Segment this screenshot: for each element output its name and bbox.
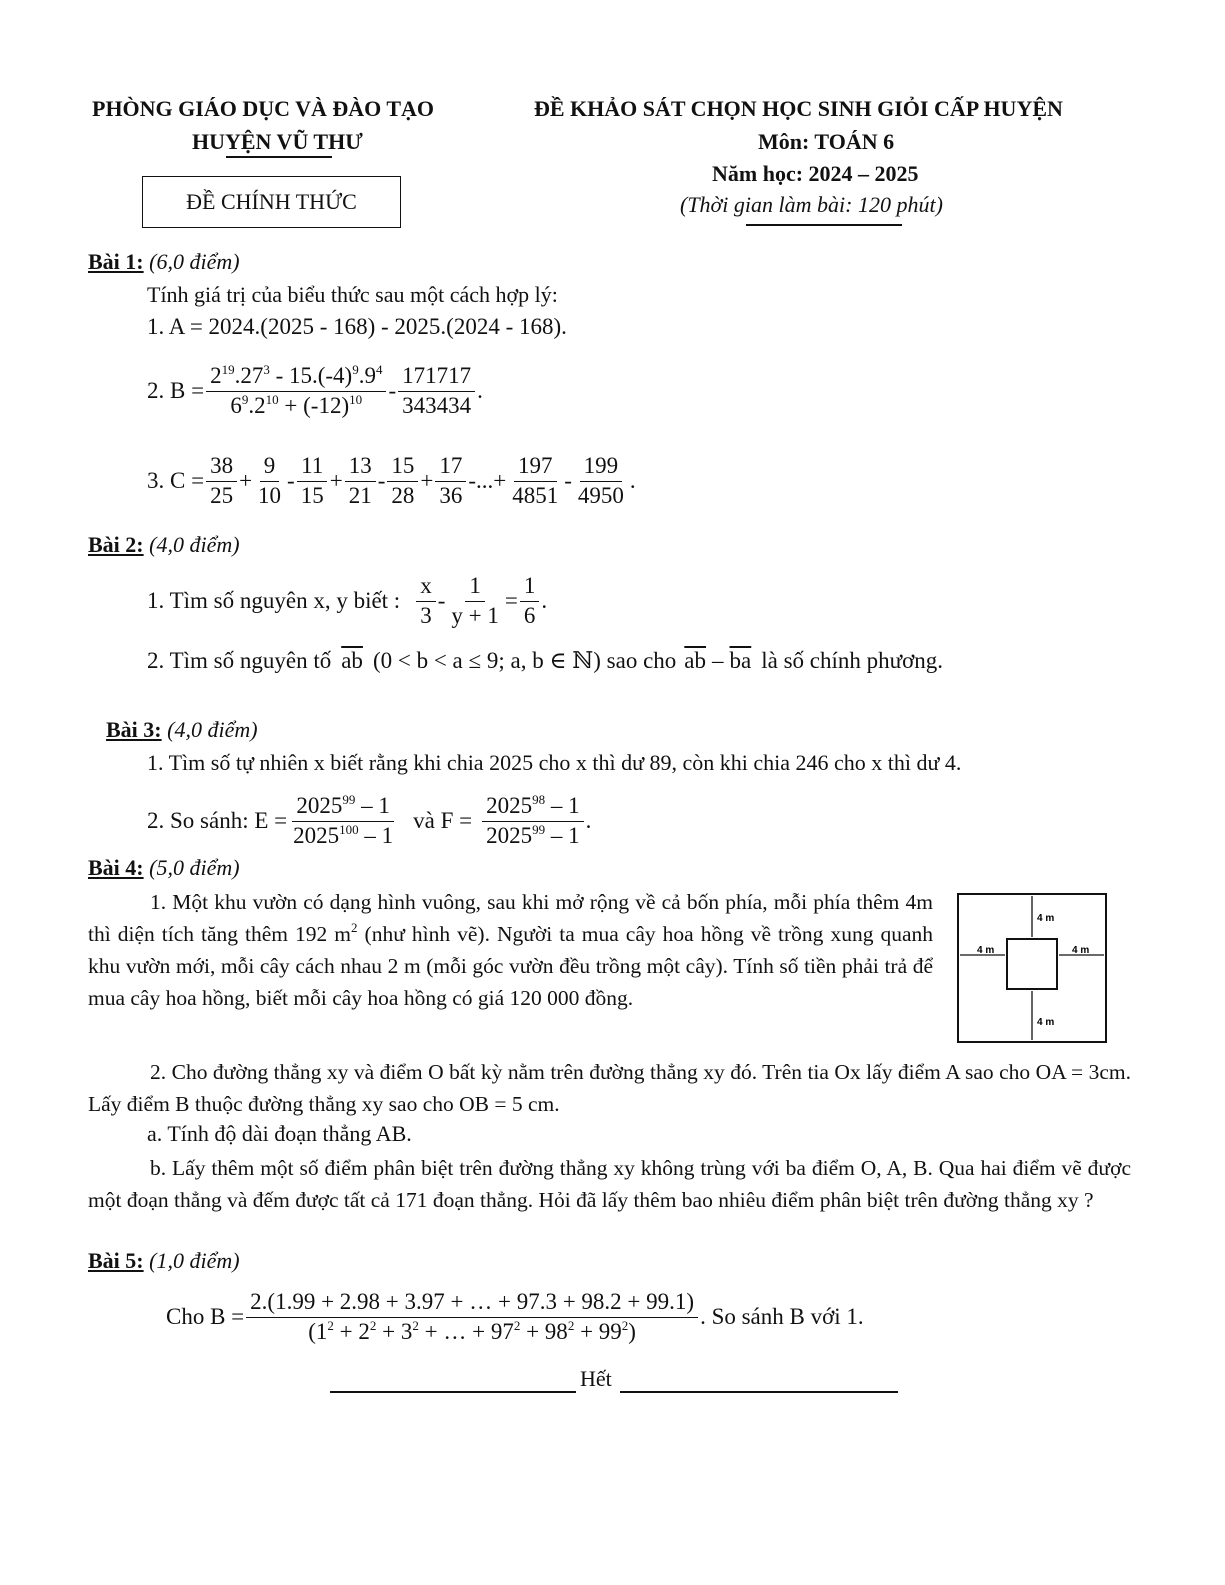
q3-fraction-tail-1 <box>508 452 562 511</box>
period: . <box>541 588 548 614</box>
num: 1 <box>520 572 540 602</box>
problem-5-title: Bài 5: <box>88 1248 144 1273</box>
problem-1-q3 <box>147 452 636 511</box>
b-numerator: 2.(1.99 + 2.98 + 3.97 + … + 97.3 + 98.2 + 99.1) <box>246 1288 698 1318</box>
q2-denominator: $6^9.2^{10} + (-12)^{10}$ <box>230 391 363 418</box>
problem-1-points: (6,0 điểm) <box>149 249 240 274</box>
exam-title: ĐỀ KHẢO SÁT CHỌN HỌC SINH GIỎI CẤP HUYỆN <box>534 96 1063 121</box>
e-denominator: 2025$^{100}$ – 1 <box>293 821 394 848</box>
operator: + <box>329 468 343 494</box>
problem-4-heading <box>88 855 240 881</box>
fraction-f <box>482 792 584 851</box>
problem-3-q2 <box>147 792 591 851</box>
denominator: 4851 <box>512 482 559 508</box>
frac-1-y1 <box>447 572 502 631</box>
q2-denominator-2: 343434 <box>402 392 472 418</box>
den: 6 <box>523 602 536 628</box>
operator: . <box>629 468 636 494</box>
denominator: 4950 <box>577 482 624 508</box>
label-left: 4 m <box>977 945 995 956</box>
problem-4-q1: 1. Một khu vườn có dạng hình vuông, sau khi mở rộng về cả bốn phía, mỗi phía thêm 4m thì diện tích tăng thêm 192 $m^2$ (như hình vẽ). Người ta mua cây hoa hồng về trồng xung quanh khu vườn mới, mỗi cây cách nhau 2 m (mỗi góc vườn đều trồng một cây). Tính số tiền phải trả để mua cây hoa hồng, biết mỗi cây hoa hồng có giá 120 000 đồng. <box>88 890 933 1010</box>
q2-label: 2. B = <box>147 378 205 404</box>
b-label: Cho B = <box>166 1304 245 1330</box>
district-underline <box>226 156 332 158</box>
inner-square <box>1007 939 1057 989</box>
problem-3-title: Bài 3: <box>106 717 162 742</box>
q2-fraction-1 <box>206 362 386 421</box>
q2-condition: (0 < b < a ≤ 9; a, b ∈ ℕ) sao cho <box>372 648 677 673</box>
e-numerator: 2025$^{99}$ – 1 <box>292 792 394 822</box>
label-top: 4 m <box>1037 913 1055 924</box>
period: . <box>585 808 592 834</box>
q1-text: 1. Tìm số nguyên x, y biết : <box>147 588 401 614</box>
problem-4-q2a: a. Tính độ dài đoạn thẳng AB. <box>147 1121 412 1146</box>
operator: + <box>420 468 434 494</box>
den: y + 1 <box>451 602 499 628</box>
operator: - <box>377 468 386 494</box>
q2-fraction-2 <box>398 362 475 421</box>
q3-fraction-tail-2 <box>574 452 628 511</box>
operator: - <box>287 468 295 494</box>
label-right: 4 m <box>1072 945 1090 956</box>
frac-1-6 <box>520 572 540 631</box>
q2-pre: 2. Tìm số nguyên tố <box>147 648 332 673</box>
problem-3-points: (4,0 điểm) <box>167 717 258 742</box>
operator: - <box>564 468 572 494</box>
q3-fraction-6 <box>435 452 466 511</box>
b-post: . So sánh B với 1. <box>700 1304 864 1330</box>
department-name: PHÒNG GIÁO DỤC VÀ ĐÀO TẠO <box>92 96 435 121</box>
f-numerator: 2025$^{98}$ – 1 <box>482 792 584 822</box>
q2-label: 2. So sánh: E = <box>147 808 288 834</box>
ab-overline: $\overline{ab}$ <box>341 648 363 673</box>
end-rule-right <box>620 1391 898 1393</box>
numerator: 11 <box>297 452 327 482</box>
problem-1-heading <box>88 249 240 275</box>
problem-4-q2b: b. Lấy thêm một số điểm phân biệt trên đường thẳng xy không trùng với ba điểm O, A, B. Qua hai điểm vẽ được một đoạn thẳng và đếm được tất cả 171 đoạn thẳng. Hỏi đã lấy thêm bao nhiêu điểm phân biệt trên đường thẳng xy ? <box>88 1156 1131 1212</box>
garden-diagram <box>957 893 1107 1043</box>
numerator: 13 <box>345 452 376 482</box>
problem-1-q2 <box>147 362 483 421</box>
problem-5-points: (1,0 điểm) <box>149 1248 240 1273</box>
fraction-e <box>289 792 397 851</box>
problem-4-points: (5,0 điểm) <box>149 855 240 880</box>
denominator: 21 <box>348 482 372 508</box>
denominator: 28 <box>391 482 415 508</box>
b-denominator: ($1^2 + 2^2 + 3^2$ + … + $97^2 + 98^2 + 99^2$) <box>308 1317 636 1344</box>
end-label: Hết <box>580 1366 612 1391</box>
problem-1-intro: Tính giá trị của biểu thức sau một cách hợp lý: <box>147 282 558 307</box>
numerator: 9 <box>260 452 280 482</box>
frac-x-3 <box>416 572 436 631</box>
denominator: 36 <box>439 482 463 508</box>
num: 1 <box>465 572 485 602</box>
problem-2-q1 <box>147 572 547 631</box>
denominator: 25 <box>210 482 234 508</box>
ab-overline-2: $\overline{ab}$ <box>684 648 707 673</box>
official-exam-label: ĐỀ CHÍNH THỨC <box>186 189 357 214</box>
q2-numerator-2: 171717 <box>398 362 475 392</box>
f-denominator: 2025$^{99}$ – 1 <box>486 821 580 848</box>
equals-sign: = <box>504 588 518 614</box>
fraction-b <box>246 1288 698 1347</box>
label-bottom: 4 m <box>1037 1017 1055 1028</box>
minus-sign: - <box>437 588 446 614</box>
q3-fraction-4 <box>345 452 376 511</box>
problem-5-heading <box>88 1248 240 1274</box>
operator: -...+ <box>468 468 507 494</box>
q3-fraction-1 <box>206 452 237 511</box>
denominator: 10 <box>258 482 282 508</box>
problem-3-q1: 1. Tìm số tự nhiên x biết rằng khi chia 2025 cho x thì dư 89, còn khi chia 246 cho x thì dư 4. <box>147 750 962 775</box>
problem-1-title: Bài 1: <box>88 249 144 274</box>
numerator: 17 <box>435 452 466 482</box>
q3-fraction-5 <box>387 452 418 511</box>
ba-overline: $\overline{ba}$ <box>729 648 752 673</box>
q3-fraction-2 <box>254 452 285 511</box>
den: 3 <box>420 602 432 628</box>
q3-fraction-3 <box>297 452 328 511</box>
problem-2-points: (4,0 điểm) <box>149 532 240 557</box>
and-f-label: và F = <box>413 808 473 834</box>
q3-label: 3. C = <box>147 468 205 494</box>
minus-sign: – <box>712 648 724 673</box>
q2-numerator: $2^{19}.27^3 - 15.(-4)^9.9^4$ <box>206 362 386 392</box>
official-exam-box <box>142 176 401 228</box>
district-name: HUYỆN VŨ THƯ <box>192 129 363 154</box>
problem-2-heading <box>88 532 240 558</box>
period: . <box>477 378 483 404</box>
problem-3-heading <box>106 717 258 743</box>
problem-2-title: Bài 2: <box>88 532 144 557</box>
problem-5-body <box>166 1288 864 1347</box>
problem-4-title: Bài 4: <box>88 855 144 880</box>
denominator: 15 <box>300 482 324 508</box>
problem-4-q2: 2. Cho đường thẳng xy và điểm O bất kỳ nằm trên đường thẳng xy đó. Trên tia Ox lấy điểm A sao cho OA = 3cm. Lấy điểm B thuộc đường thẳng xy sao cho OB = 5 cm. <box>88 1060 1131 1116</box>
garden-figure <box>957 893 1107 1043</box>
operator: + <box>239 468 253 494</box>
time-underline <box>746 224 902 226</box>
num: x <box>416 572 436 602</box>
time-limit: (Thời gian làm bài: 120 phút) <box>680 192 943 217</box>
exam-subject: Môn: TOÁN 6 <box>758 129 895 154</box>
problem-1-q1: 1. A = 2024.(2025 - 168) - 2025.(2024 - 168). <box>147 314 567 339</box>
school-year: Năm học: 2024 – 2025 <box>712 161 919 186</box>
q2-post: là số chính phương. <box>761 648 944 673</box>
numerator: 199 <box>580 452 623 482</box>
problem-2-q2 <box>147 648 943 674</box>
numerator: 197 <box>514 452 557 482</box>
minus-sign: - <box>388 378 397 404</box>
numerator: 38 <box>206 452 237 482</box>
end-rule-left <box>330 1391 576 1393</box>
numerator: 15 <box>387 452 418 482</box>
